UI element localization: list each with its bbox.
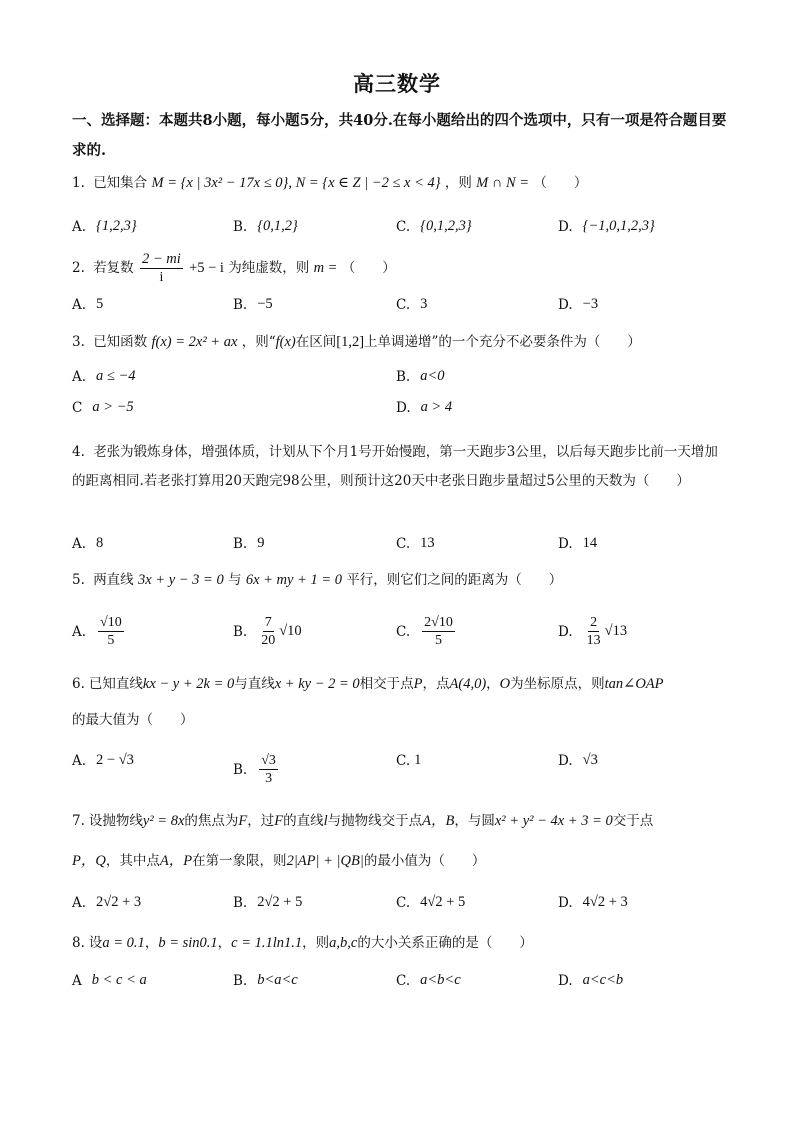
options-q2	[72, 296, 732, 336]
question-number: 5.	[72, 572, 85, 588]
option-a[interactable]: A. a ≤ −4	[72, 368, 136, 385]
math-expression: y² = 8x	[142, 813, 185, 829]
question-text: 已知函数	[93, 334, 148, 350]
section-heading: 一、选择题：本题共8小题，每小题5分，共40分.在每小题给出的四个选项中，只有一项是符合题目要求的.	[72, 112, 727, 159]
option-d[interactable]: D. {−1,0,1,2,3}	[558, 218, 655, 235]
option-c[interactable]: C. 13	[396, 535, 435, 552]
question-text: ，则“	[241, 334, 276, 350]
option-a[interactable]: A. 2√2 + 3	[72, 894, 142, 911]
question-6: 6. 已知直线kx − y + 2k = 0与直线x + ky − 2 = 0相交于点P，点A(4,0)，O为坐标原点，则tan∠OAP	[72, 676, 664, 692]
question-number: 3.	[72, 334, 85, 350]
math-expression: f(x)	[275, 334, 296, 350]
option-b[interactable]: B. 9	[233, 535, 265, 552]
math-expression: tan∠OAP	[604, 676, 664, 692]
option-d[interactable]: D. $\frac{2}{13}$ √13	[558, 615, 628, 648]
option-a[interactable]: A. 5	[72, 296, 104, 313]
option-c[interactable]: C a > −5	[72, 399, 134, 416]
math-expression: c = 1.1ln1.1	[231, 935, 303, 951]
math-expression: 2|AP| + |QB|	[286, 853, 364, 869]
option-b[interactable]: B. b<a<c	[233, 972, 298, 989]
question-text: 平行，则它们之间的距离为（ ）	[346, 572, 563, 588]
math-expression: +5 − i	[189, 260, 224, 276]
option-a[interactable]: A b < c < a	[72, 972, 147, 989]
question-8: 8. 设a = 0.1，b = sin0.1，c = 1.1ln1.1，则a,b,c的大小关系正确的是（ ）	[72, 935, 533, 951]
question-1	[72, 172, 732, 194]
answer-paren: （ ）	[533, 175, 588, 191]
question-7: 7. 设抛物线y² = 8x的焦点为F，过F的直线l与抛物线交于点A，B，与圆x² + y² − 4x + 3 = 0交于点	[72, 813, 654, 829]
question-text: 与	[228, 572, 242, 588]
options-q5	[72, 614, 732, 658]
option-d[interactable]: D. 4√2 + 3	[558, 894, 628, 911]
math-expression: x + ky − 2 = 0	[274, 676, 360, 692]
option-b[interactable]: B. 2√2 + 5	[233, 894, 303, 911]
option-c[interactable]: C. {0,1,2,3}	[396, 218, 472, 235]
question-3	[72, 331, 732, 353]
options-q8	[72, 972, 732, 1012]
option-b[interactable]: B. a<0	[396, 368, 445, 385]
option-a[interactable]: A. $\frac{√10}{5}$	[72, 615, 122, 648]
question-number: 2.	[72, 260, 85, 276]
math-expression: x² + y² − 4x + 3 = 0	[494, 813, 613, 829]
question-number: 1.	[72, 175, 85, 191]
question-text: 老张为锻炼身体，增强体质，计划从下个月1号开始慢跑，第一天跑步3公里，以后每天跑步比前一天增加的距离相同.若老张打算用20天跑完98公里，则预计这20天中老张日跑步量超过5公里的天数为（ ）	[72, 444, 718, 489]
math-expression: [1,2]	[336, 334, 365, 350]
options-q3-row2	[72, 399, 732, 439]
option-c[interactable]: C. 1	[396, 752, 422, 769]
option-d[interactable]: D. −3	[558, 296, 599, 313]
question-number: 7.	[72, 813, 85, 829]
math-expression: 6x + my + 1 = 0	[245, 572, 343, 588]
question-text: 两直线	[93, 572, 134, 588]
option-a[interactable]: A. {1,2,3}	[72, 218, 137, 235]
option-c[interactable]: C. 3	[396, 296, 428, 313]
question-5	[72, 569, 732, 591]
option-d[interactable]: D. a<c<b	[558, 972, 624, 989]
option-b[interactable]: B. $\frac{√3}{3}$	[233, 753, 276, 786]
question-7-continued: P，Q，其中点A，P在第一象限，则2|AP| + |QB|的最小值为（ ）	[72, 853, 486, 869]
option-a[interactable]: A. 2 − √3	[72, 752, 134, 769]
question-number: 8.	[72, 935, 85, 951]
options-q7	[72, 894, 732, 934]
math-expression: M ∩ N =	[476, 175, 530, 191]
option-d[interactable]: D. a > 4	[396, 399, 453, 416]
math-expression: f(x) = 2x² + ax	[151, 334, 238, 350]
fraction: $\frac{2 - mi}{i}$	[141, 251, 181, 285]
option-b[interactable]: B. $\frac{7}{20}$ √10	[233, 615, 302, 648]
option-b[interactable]: B. {0,1,2}	[233, 218, 298, 235]
question-text: ，则	[444, 175, 472, 191]
answer-paren: （ ）	[341, 260, 396, 276]
question-text: 若复数	[93, 260, 134, 276]
math-expression: b = sin0.1	[158, 935, 218, 951]
question-number: 4.	[72, 444, 85, 460]
question-2	[72, 250, 732, 286]
math-expression: 3x + y − 3 = 0	[137, 572, 224, 588]
math-expression: kx − y + 2k = 0	[142, 676, 235, 692]
question-number: 6.	[72, 676, 85, 692]
page-title: 高三数学	[353, 71, 441, 96]
option-c[interactable]: C. a<b<c	[396, 972, 461, 989]
option-c[interactable]: C. $\frac{2√10}{5}$	[396, 615, 453, 648]
math-expression: M = {x | 3x² − 17x ≤ 0}, N = {x ∈ Z | −2 ≤ x < 4}	[151, 175, 441, 191]
question-text: 已知集合	[93, 175, 148, 191]
question-text: 为纯虚数，则	[228, 260, 310, 276]
math-expression: m =	[313, 260, 338, 276]
option-b[interactable]: B. −5	[233, 296, 273, 313]
question-text: 在区间	[295, 334, 337, 350]
option-d[interactable]: D. √3	[558, 752, 598, 769]
option-d[interactable]: D. 14	[558, 535, 598, 552]
question-text: 上单调递增”的一个充分不必要条件为（ ）	[364, 334, 641, 350]
options-q6	[72, 752, 732, 796]
math-expression: a = 0.1	[102, 935, 145, 951]
option-c[interactable]: C. 4√2 + 5	[396, 894, 466, 911]
question-6-continued: 的最大值为（ ）	[72, 712, 194, 728]
option-a[interactable]: A. 8	[72, 535, 104, 552]
question-4	[72, 438, 720, 496]
